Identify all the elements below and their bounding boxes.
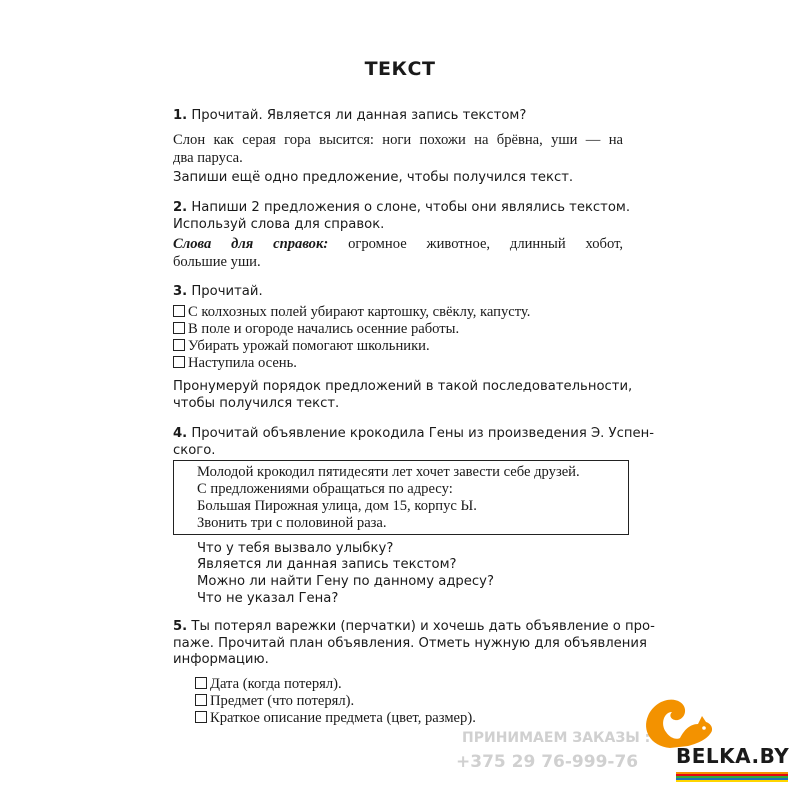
plan-item-text: Предмет (что потерял). xyxy=(210,693,355,709)
exercise-3-after-line-2: чтобы получился текст. xyxy=(173,396,340,411)
question-item: Что не указал Гена? xyxy=(197,591,339,606)
sentence-item[interactable] xyxy=(173,321,623,338)
exercise-4-task-text: Прочитай объявление крокодила Гены из произведения Э. Успен- xyxy=(191,426,654,441)
exercise-1-text-line-2: два паруса. xyxy=(173,150,243,166)
watermark-order-text: ПРИНИМАЕМ ЗАКАЗЫ : xyxy=(462,730,651,746)
exercise-5-task-line-1 xyxy=(173,619,655,634)
brand-logo-text: BELKA.BY xyxy=(676,744,790,768)
plan-item[interactable] xyxy=(195,676,645,693)
checkbox[interactable] xyxy=(173,356,185,368)
exercise-2-task-line-2: Используй слова для справок. xyxy=(173,217,385,232)
stripe xyxy=(676,780,788,782)
exercise-2-task-line-1 xyxy=(173,200,631,215)
sentence-text: В поле и огороде начались осенние работы. xyxy=(188,321,460,337)
ad-line: Молодой крокодил пятидесяти лет хочет завести себе друзей. xyxy=(197,464,580,480)
checkbox[interactable] xyxy=(173,339,185,351)
exercise-2-hint-line-1 xyxy=(173,236,623,253)
ad-line: Большая Пирожная улица, дом 15, корпус Ы. xyxy=(197,498,477,514)
exercise-3-number: 3. xyxy=(173,284,188,299)
sentence-item[interactable] xyxy=(173,304,623,321)
hint-words: огромное животное, длинный хобот, xyxy=(348,236,623,252)
watermark-phone: +375 29 76-999-76 xyxy=(456,752,639,772)
exercise-5-number: 5. xyxy=(173,619,188,634)
sentence-item[interactable] xyxy=(173,338,623,355)
squirrel-logo-icon xyxy=(640,690,730,750)
exercise-2-hint-line-2: большие уши. xyxy=(173,254,261,270)
ad-line: Звонить три с половиной раза. xyxy=(197,515,387,531)
exercise-4-task-line-2: ского. xyxy=(173,443,216,458)
sentence-item[interactable] xyxy=(173,355,623,372)
ad-line: С предложениями обращаться по адресу: xyxy=(197,481,453,497)
checkbox[interactable] xyxy=(173,305,185,317)
exercise-1-task xyxy=(173,108,623,123)
exercise-3-task-text: Прочитай. xyxy=(191,284,263,299)
question-item: Что у тебя вызвало улыбку? xyxy=(197,541,394,556)
checkbox[interactable] xyxy=(195,694,207,706)
exercise-3-task xyxy=(173,284,623,299)
exercise-2-number: 2. xyxy=(173,200,188,215)
exercise-2-task-text: Напиши 2 предложения о слоне, чтобы они являлись текстом. xyxy=(191,200,631,215)
exercise-5-task-line-3: информацию. xyxy=(173,652,269,667)
page-title: ТЕКСТ xyxy=(364,58,436,80)
plan-item[interactable] xyxy=(195,710,645,727)
hint-label: Слова для справок: xyxy=(173,236,329,252)
exercise-4-task-line-1 xyxy=(173,426,654,441)
sentence-text: Наступила осень. xyxy=(188,355,297,371)
exercise-5-task-text: Ты потерял варежки (перчатки) и хочешь дать объявление о про- xyxy=(191,619,655,634)
plan-item[interactable] xyxy=(195,693,645,710)
exercise-3-after-line-1: Пронумеруй порядок предложений в такой последовательности, xyxy=(173,379,633,394)
checkbox[interactable] xyxy=(173,322,185,334)
brand-stripes xyxy=(676,772,788,782)
exercise-1-text-line-1: Слон как серая гора высится: ноги похожи на брёвна, уши — на xyxy=(173,132,623,148)
question-item: Можно ли найти Гену по данному адресу? xyxy=(197,574,494,589)
plan-item-text: Краткое описание предмета (цвет, размер). xyxy=(210,710,476,726)
plan-item-text: Дата (когда потерял). xyxy=(210,676,342,692)
checkbox[interactable] xyxy=(195,711,207,723)
checkbox[interactable] xyxy=(195,677,207,689)
sentence-text: Убирать урожай помогают школьники. xyxy=(188,338,430,354)
exercise-1-task-text: Прочитай. Является ли данная запись текстом? xyxy=(191,108,527,123)
exercise-5-task-line-2: паже. Прочитай план объявления. Отметь нужную для объявления xyxy=(173,636,647,651)
exercise-1-task-2: Запиши ещё одно предложение, чтобы получился текст. xyxy=(173,170,574,185)
sentence-text: С колхозных полей убирают картошку, свёклу, капусту. xyxy=(188,304,531,320)
question-item: Является ли данная запись текстом? xyxy=(197,557,457,572)
exercise-4-number: 4. xyxy=(173,426,188,441)
exercise-1-number: 1. xyxy=(173,108,188,123)
